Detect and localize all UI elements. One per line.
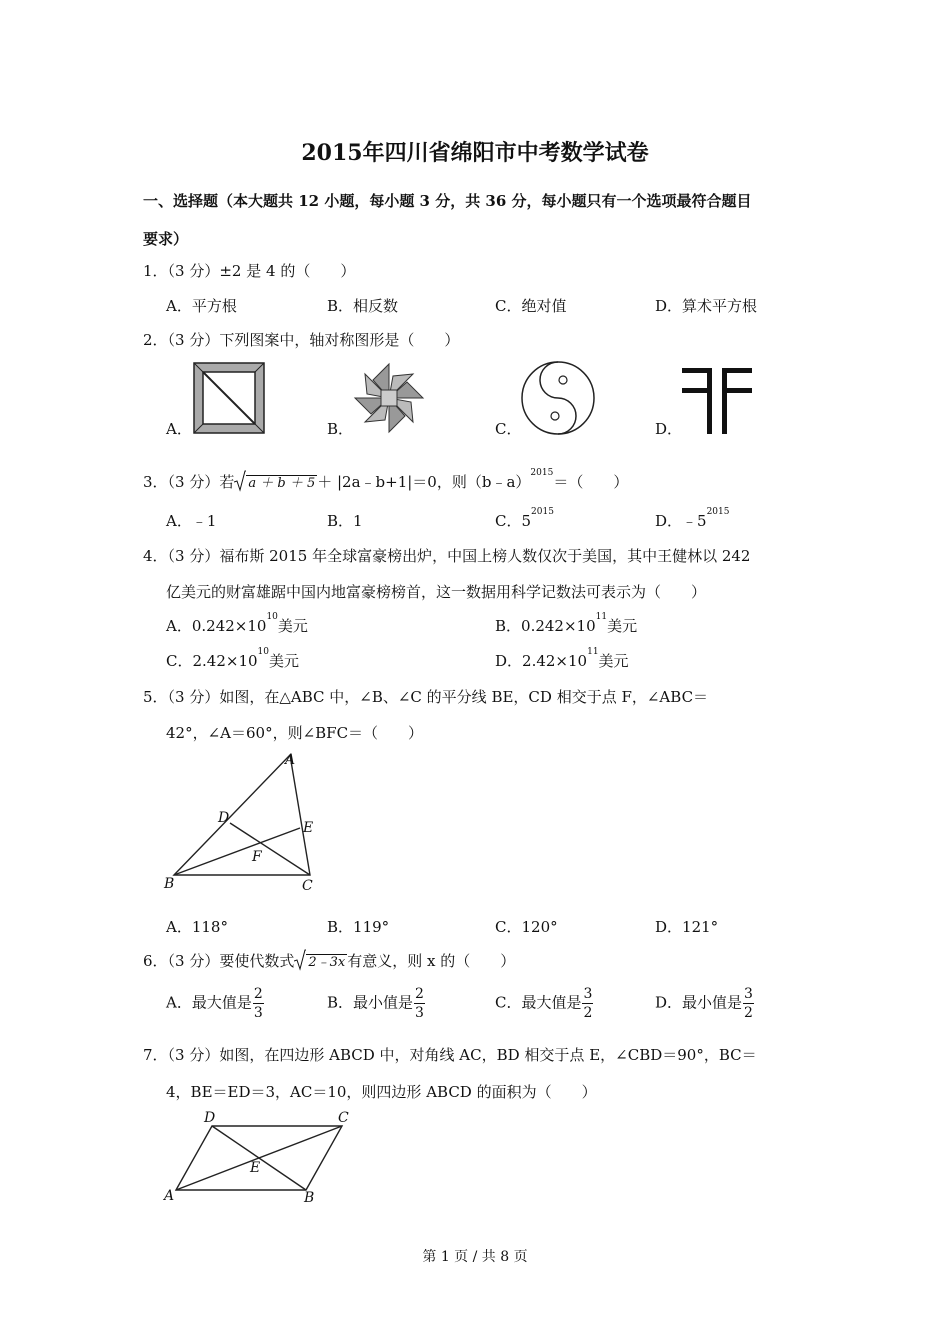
q5-label-b: B	[164, 876, 175, 892]
q7-stem-line1: 7．（3 分）如图，在四边形 ABCD 中，对角线 AC，BD 相交于点 E，∠CBD＝90°，BC＝	[143, 1046, 757, 1064]
q6-radical	[294, 951, 347, 970]
q4-option-b: B．$0.242\times 10^{11}$美元	[495, 612, 638, 635]
q5-label-d: D	[218, 810, 230, 826]
q6-stem	[143, 950, 515, 971]
q5-option-b: B．119°	[327, 918, 390, 936]
q3-radicand: a ＋ b ＋ 5	[248, 476, 316, 491]
q4-option-a: A．$0.242\times 10^{10}$美元	[166, 612, 308, 635]
q2-label-a: A．	[166, 420, 192, 438]
q3-option-b: B．1	[327, 512, 363, 530]
q4-option-c: C．$2.42\times 10^{10}$美元	[166, 647, 299, 670]
q2-stem: 2．（3 分）下列图案中，轴对称图形是（ ）	[143, 331, 460, 349]
q5-label-a: A	[285, 752, 296, 768]
q2-label-c: C．	[495, 420, 522, 438]
q1-option-b: B．相反数	[327, 297, 399, 315]
q7-quadrilateral-figure	[160, 1108, 360, 1208]
q6-option-b: B．最小值是 $\frac{2}{3}$	[327, 986, 424, 1021]
sqrt-sign-icon	[234, 470, 246, 492]
q7-label-d: D	[204, 1110, 216, 1126]
sqrt-sign-icon	[294, 949, 306, 971]
q3-option-d: D．$﹣5^{2015}$	[655, 507, 730, 530]
q3-suffix: ＝（ ）	[553, 473, 629, 491]
q1-option-d: D．算术平方根	[655, 297, 758, 315]
q4-option-d: D．$2.42\times 10^{11}$美元	[495, 647, 629, 670]
q4-stem-line2: 亿美元的财富雄踞中国内地富豪榜榜首，这一数据用科学记数法可表示为（ ）	[166, 583, 707, 601]
q6-radicand: 2﹣3x	[308, 955, 346, 970]
q6-prefix: 6．（3 分）要使代数式	[143, 952, 295, 970]
q3-exponent: 2015	[530, 468, 554, 478]
q5-option-a: A．118°	[166, 918, 228, 936]
q3-option-a: A．﹣1	[166, 512, 217, 530]
q5-label-e: E	[303, 820, 314, 836]
q6-option-a: A．最大值是 $\frac{2}{3}$	[166, 986, 263, 1021]
q2-label-b: B．	[327, 420, 354, 438]
q5-triangle-figure	[160, 750, 330, 895]
q7-stem-line2: 4，BE＝ED＝3，AC＝10，则四边形 ABCD 的面积为（ ）	[166, 1083, 597, 1101]
q5-stem-line2: 42°，∠A＝60°，则∠BFC＝（ ）	[166, 724, 424, 742]
q1-option-c: C．绝对值	[495, 297, 567, 315]
q1-stem: 1．（3 分）±2 是 4 的（ ）	[143, 262, 356, 280]
q4-stem-line1: 4．（3 分）福布斯 2015 年全球富豪榜出炉，中国上榜人数仅次于美国，其中王健林以 242	[143, 547, 751, 565]
q5-option-d: D．121°	[655, 918, 719, 936]
section-heading-line2: 要求）	[143, 230, 189, 248]
q3-middle: ＋ |2a﹣b+1|＝0，则（b﹣a）	[317, 473, 531, 491]
q2-label-d: D．	[655, 420, 683, 438]
page-title: 2015年四川省绵阳市中考数学试卷	[301, 140, 649, 166]
q6-option-d: D．最小值是 $\frac{3}{2}$	[655, 986, 753, 1021]
q3-prefix: 3．（3 分）若	[143, 473, 235, 491]
q5-label-f: F	[252, 849, 262, 865]
q6-suffix: 有意义，则 x 的（ ）	[347, 952, 516, 970]
q3-radical	[234, 472, 317, 491]
q7-label-c: C	[338, 1110, 349, 1126]
q5-stem-line1: 5．（3 分）如图，在△ABC 中，∠B、∠C 的平分线 BE，CD 相交于点 F，∠ABC＝	[143, 688, 709, 706]
q3-option-c: C．$5^{2015}$	[495, 507, 554, 530]
page-footer: 第 1 页 / 共 8 页	[422, 1249, 528, 1265]
q2-figure-d-hooks	[680, 366, 756, 436]
q1-option-a: A．平方根	[166, 297, 237, 315]
q7-label-e: E	[250, 1160, 261, 1176]
q7-label-b: B	[304, 1190, 315, 1206]
q7-label-a: A	[164, 1188, 175, 1204]
q2-figure-a-framed-square	[193, 362, 265, 434]
q2-figure-c-yinyang	[519, 360, 597, 436]
q2-figure-b-pinwheel	[353, 362, 425, 434]
q6-option-c: C．最大值是 $\frac{3}{2}$	[495, 986, 593, 1021]
section-heading-line1: 一、选择题（本大题共 12 小题，每小题 3 分，共 36 分，每小题只有一个选项最符合题目	[143, 192, 752, 210]
q3-stem	[143, 468, 629, 492]
q5-label-c: C	[302, 878, 313, 894]
q5-option-c: C．120°	[495, 918, 558, 936]
